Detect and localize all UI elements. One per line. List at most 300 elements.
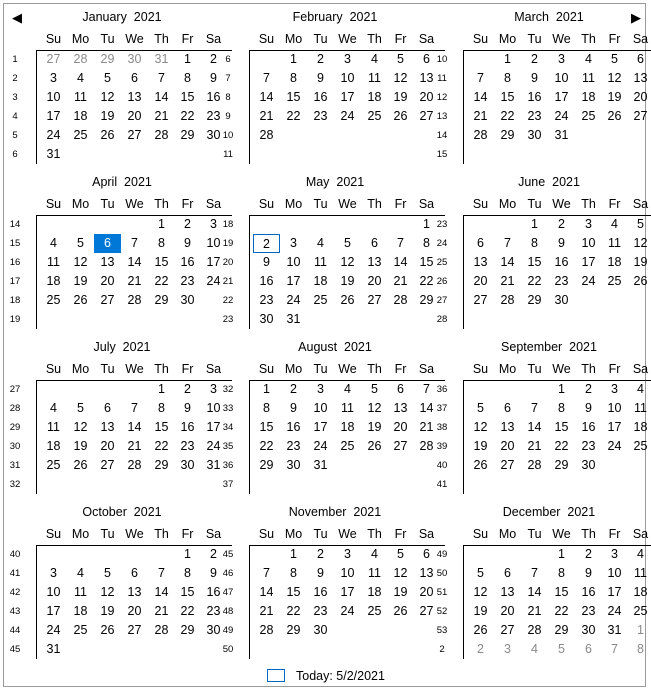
adjacent-month-day[interactable]: 30 (127, 52, 142, 66)
day-cell[interactable]: 3 (50, 566, 57, 580)
day-cell[interactable]: 19 (607, 90, 622, 104)
day-cell[interactable]: 27 (419, 604, 434, 618)
day-cell[interactable]: 9 (290, 401, 297, 415)
day-cell[interactable]: 27 (127, 623, 142, 637)
day-cell[interactable]: 21 (500, 274, 515, 288)
day-cell[interactable]: 21 (527, 439, 542, 453)
day-cell[interactable]: 29 (527, 293, 542, 307)
day-cell[interactable]: 15 (419, 255, 434, 269)
day-cell[interactable]: 13 (633, 71, 648, 85)
day-cell[interactable]: 31 (46, 642, 61, 656)
day-cell[interactable]: 16 (286, 420, 301, 434)
day-cell[interactable]: 14 (127, 255, 142, 269)
adjacent-month-day[interactable]: 2 (477, 642, 484, 656)
day-cell[interactable]: 13 (127, 90, 142, 104)
day-cell[interactable]: 25 (73, 623, 88, 637)
day-cell[interactable]: 25 (367, 604, 382, 618)
day-cell[interactable]: 2 (317, 52, 324, 66)
day-cell[interactable]: 19 (393, 585, 408, 599)
day-cell[interactable]: 18 (581, 90, 596, 104)
day-cell[interactable]: 23 (180, 274, 195, 288)
day-cell[interactable]: 24 (313, 439, 328, 453)
day-cell[interactable]: 5 (611, 52, 618, 66)
day-cell[interactable]: 10 (607, 401, 622, 415)
day-cell[interactable]: 17 (554, 90, 569, 104)
day-cell[interactable]: 23 (180, 439, 195, 453)
day-cell[interactable]: 19 (73, 439, 88, 453)
day-cell[interactable]: 7 (263, 566, 270, 580)
day-cell[interactable]: 13 (500, 420, 515, 434)
day-cell[interactable]: 21 (154, 604, 169, 618)
day-cell[interactable]: 24 (206, 439, 221, 453)
adjacent-month-day[interactable]: 31 (154, 52, 169, 66)
day-cell[interactable]: 31 (313, 458, 328, 472)
day-cell[interactable]: 27 (127, 128, 142, 142)
day-cell[interactable]: 1 (184, 547, 191, 561)
next-month-arrow-icon[interactable]: ▶ (631, 10, 641, 25)
day-cell[interactable]: 8 (504, 71, 511, 85)
day-cell[interactable]: 2 (558, 217, 565, 231)
month-title[interactable]: March 2021 (514, 10, 584, 24)
day-cell[interactable]: 10 (46, 90, 61, 104)
day-cell[interactable]: 22 (259, 439, 274, 453)
day-cell[interactable]: 14 (393, 255, 408, 269)
day-cell[interactable]: 22 (286, 109, 301, 123)
day-cell[interactable]: 23 (581, 439, 596, 453)
day-cell[interactable]: 22 (286, 604, 301, 618)
day-cell[interactable]: 26 (100, 128, 115, 142)
day-cell[interactable]: 19 (340, 274, 355, 288)
day-cell[interactable]: 1 (504, 52, 511, 66)
day-cell[interactable]: 26 (473, 458, 488, 472)
day-cell[interactable]: 12 (393, 566, 408, 580)
day-cell[interactable]: 19 (633, 255, 648, 269)
day-cell[interactable]: 11 (341, 401, 354, 415)
day-cell[interactable]: 15 (554, 420, 569, 434)
day-cell[interactable]: 30 (554, 293, 569, 307)
day-cell[interactable]: 22 (154, 439, 169, 453)
day-cell[interactable]: 2 (317, 547, 324, 561)
day-cell[interactable]: 25 (340, 439, 355, 453)
day-cell[interactable]: 27 (100, 293, 115, 307)
day-cell[interactable]: 3 (344, 52, 351, 66)
day-cell[interactable]: 10 (554, 71, 569, 85)
day-cell[interactable]: 11 (47, 420, 60, 434)
day-cell[interactable]: 16 (313, 90, 328, 104)
day-cell[interactable]: 7 (531, 566, 538, 580)
day-cell[interactable]: 8 (531, 236, 538, 250)
day-cell[interactable]: 16 (180, 255, 195, 269)
day-cell[interactable]: 17 (286, 274, 301, 288)
day-cell[interactable]: 20 (473, 274, 488, 288)
day-cell[interactable]: 17 (206, 255, 221, 269)
day-cell[interactable]: 6 (637, 52, 644, 66)
day-cell[interactable]: 3 (611, 547, 618, 561)
day-cell[interactable]: 30 (180, 458, 195, 472)
day-cell[interactable]: 31 (286, 312, 301, 326)
day-cell[interactable]: 18 (46, 274, 61, 288)
day-cell[interactable]: 20 (367, 274, 382, 288)
day-cell[interactable]: 17 (206, 420, 221, 434)
day-cell[interactable]: 1 (558, 382, 565, 396)
month-title[interactable]: August 2021 (298, 340, 372, 354)
day-cell[interactable]: 25 (313, 293, 328, 307)
day-cell[interactable]: 7 (158, 566, 165, 580)
day-cell[interactable]: 16 (527, 90, 542, 104)
day-cell[interactable]: 4 (611, 217, 618, 231)
day-cell[interactable]: 23 (259, 293, 274, 307)
day-cell[interactable]: 4 (50, 401, 57, 415)
day-cell[interactable]: 1 (184, 52, 191, 66)
day-cell[interactable]: 9 (184, 401, 191, 415)
day-cell[interactable]: 9 (585, 401, 592, 415)
day-cell[interactable]: 28 (393, 293, 408, 307)
day-cell[interactable]: 26 (100, 623, 115, 637)
day-cell[interactable]: 3 (210, 382, 217, 396)
day-cell[interactable]: 9 (317, 566, 324, 580)
day-cell[interactable]: 10 (313, 401, 328, 415)
day-cell[interactable]: 3 (585, 217, 592, 231)
day-cell[interactable]: 16 (259, 274, 274, 288)
day-cell[interactable]: 20 (419, 585, 434, 599)
day-cell[interactable]: 30 (259, 312, 274, 326)
day-cell[interactable]: 15 (286, 585, 301, 599)
day-cell[interactable]: 23 (313, 604, 328, 618)
day-cell[interactable]: 15 (500, 90, 515, 104)
day-cell[interactable]: 14 (154, 90, 169, 104)
day-cell[interactable]: 10 (206, 401, 221, 415)
today-label[interactable]: Today: 5/2/2021 (296, 669, 385, 683)
day-cell[interactable]: 29 (286, 623, 301, 637)
day-cell[interactable]: 4 (50, 236, 57, 250)
adjacent-month-day[interactable]: 29 (100, 52, 115, 66)
day-cell[interactable]: 6 (504, 401, 511, 415)
day-cell[interactable]: 21 (127, 439, 142, 453)
adjacent-month-day[interactable]: 7 (611, 642, 618, 656)
day-cell[interactable]: 30 (286, 458, 301, 472)
day-cell[interactable]: 19 (393, 90, 408, 104)
day-cell[interactable]: 28 (527, 623, 542, 637)
day-cell[interactable]: 13 (100, 255, 115, 269)
day-cell[interactable]: 9 (184, 236, 191, 250)
day-cell[interactable]: 10 (206, 236, 221, 250)
month-title[interactable]: May 2021 (305, 175, 365, 189)
day-cell[interactable]: 27 (473, 293, 488, 307)
day-cell[interactable]: 14 (259, 90, 274, 104)
day-cell[interactable]: 6 (131, 71, 138, 85)
day-cell[interactable]: 9 (558, 236, 565, 250)
month-title[interactable]: April 2021 (92, 175, 152, 189)
day-cell[interactable]: 10 (286, 255, 301, 269)
day-cell[interactable]: 26 (393, 604, 408, 618)
day-cell[interactable]: 29 (154, 293, 169, 307)
day-cell[interactable]: 24 (607, 439, 622, 453)
day-cell[interactable]: 6 (477, 236, 484, 250)
day-cell[interactable]: 11 (582, 71, 595, 85)
day-cell[interactable]: 1 (558, 547, 565, 561)
day-cell[interactable]: 3 (50, 71, 57, 85)
day-cell[interactable]: 4 (77, 71, 84, 85)
day-cell[interactable]: 8 (158, 401, 165, 415)
day-cell[interactable]: 26 (73, 458, 88, 472)
day-cell[interactable]: 24 (46, 128, 61, 142)
day-cell[interactable]: 2 (184, 217, 191, 231)
day-cell[interactable]: 28 (527, 458, 542, 472)
day-cell[interactable]: 21 (527, 604, 542, 618)
day-cell[interactable]: 8 (263, 401, 270, 415)
day-cell[interactable]: 20 (633, 90, 648, 104)
day-cell[interactable]: 4 (371, 52, 378, 66)
day-cell[interactable]: 18 (313, 274, 328, 288)
day-cell[interactable]: 16 (554, 255, 569, 269)
previous-month-arrow-icon[interactable]: ◀ (12, 10, 22, 25)
day-cell[interactable]: 26 (73, 293, 88, 307)
day-cell[interactable]: 24 (206, 274, 221, 288)
day-cell[interactable]: 28 (259, 128, 274, 142)
day-cell[interactable]: 18 (607, 255, 622, 269)
day-cell[interactable]: 5 (477, 566, 484, 580)
day-cell[interactable]: 21 (259, 109, 274, 123)
day-cell[interactable]: 5 (104, 566, 111, 580)
day-cell[interactable]: 9 (531, 71, 538, 85)
day-cell[interactable]: 11 (47, 255, 60, 269)
day-cell[interactable]: 29 (180, 128, 195, 142)
day-cell[interactable]: 12 (340, 255, 355, 269)
day-cell[interactable]: 19 (100, 109, 115, 123)
day-cell[interactable]: 14 (127, 420, 142, 434)
day-cell[interactable]: 30 (581, 623, 596, 637)
day-cell[interactable]: 15 (180, 585, 195, 599)
day-cell[interactable]: 27 (500, 458, 515, 472)
day-cell[interactable]: 6 (423, 547, 430, 561)
day-cell[interactable]: 15 (554, 585, 569, 599)
day-cell[interactable]: 24 (607, 604, 622, 618)
day-cell[interactable]: 12 (73, 420, 88, 434)
day-cell[interactable]: 29 (554, 623, 569, 637)
day-cell[interactable]: 1 (423, 217, 430, 231)
day-cell[interactable]: 4 (77, 566, 84, 580)
day-cell[interactable]: 23 (206, 604, 221, 618)
day-cell[interactable]: 2 (585, 382, 592, 396)
day-cell[interactable]: 29 (180, 623, 195, 637)
day-cell[interactable]: 11 (608, 236, 621, 250)
day-cell[interactable]: 22 (154, 274, 169, 288)
day-cell[interactable]: 31 (46, 147, 61, 161)
month-title[interactable]: December 2021 (502, 505, 596, 519)
day-cell[interactable]: 4 (585, 52, 592, 66)
day-cell[interactable]: 21 (259, 604, 274, 618)
day-cell[interactable]: 22 (554, 439, 569, 453)
day-cell[interactable]: 29 (154, 458, 169, 472)
day-cell[interactable]: 9 (210, 566, 217, 580)
day-cell[interactable]: 16 (581, 585, 596, 599)
day-cell[interactable]: 13 (127, 585, 142, 599)
day-cell[interactable]: 13 (473, 255, 488, 269)
day-cell[interactable]: 2 (531, 52, 538, 66)
month-title[interactable]: November 2021 (288, 505, 382, 519)
day-cell[interactable]: 11 (314, 255, 327, 269)
day-cell[interactable]: 27 (500, 623, 515, 637)
day-cell[interactable]: 12 (73, 255, 88, 269)
adjacent-month-day[interactable]: 8 (637, 642, 644, 656)
day-cell[interactable]: 17 (340, 585, 355, 599)
day-cell[interactable]: 8 (558, 401, 565, 415)
day-cell[interactable]: 9 (210, 71, 217, 85)
month-title[interactable]: June 2021 (518, 175, 580, 189)
day-cell[interactable]: 9 (317, 71, 324, 85)
day-cell[interactable]: 8 (184, 71, 191, 85)
day-cell[interactable]: 10 (340, 71, 355, 85)
day-cell[interactable]: 29 (259, 458, 274, 472)
day-cell[interactable]: 7 (131, 401, 138, 415)
day-cell[interactable]: 15 (180, 90, 195, 104)
day-cell[interactable]: 23 (554, 274, 569, 288)
day-cell[interactable]: 28 (127, 458, 142, 472)
day-cell[interactable]: 7 (423, 382, 430, 396)
day-cell[interactable]: 15 (527, 255, 542, 269)
day-cell[interactable]: 2 (210, 547, 217, 561)
day-cell[interactable]: 3 (210, 217, 217, 231)
day-cell[interactable]: 5 (637, 217, 644, 231)
day-cell[interactable]: 10 (340, 566, 355, 580)
day-cell[interactable]: 4 (371, 547, 378, 561)
day-cell[interactable]: 17 (46, 604, 61, 618)
day-cell[interactable]: 24 (46, 623, 61, 637)
day-cell[interactable]: 23 (286, 439, 301, 453)
day-cell[interactable]: 15 (259, 420, 274, 434)
day-cell[interactable]: 4 (344, 382, 351, 396)
day-cell[interactable]: 7 (477, 71, 484, 85)
day-cell[interactable]: 15 (154, 255, 169, 269)
day-cell[interactable]: 3 (611, 382, 618, 396)
day-cell[interactable]: 12 (633, 236, 648, 250)
day-cell[interactable]: 6 (131, 566, 138, 580)
day-cell[interactable]: 20 (100, 274, 115, 288)
day-cell[interactable]: 21 (393, 274, 408, 288)
adjacent-month-day[interactable]: 28 (73, 52, 88, 66)
day-cell[interactable]: 8 (158, 236, 165, 250)
day-cell[interactable]: 7 (397, 236, 404, 250)
day-cell[interactable]: 29 (554, 458, 569, 472)
adjacent-month-day[interactable]: 3 (504, 642, 511, 656)
day-cell[interactable]: 8 (290, 566, 297, 580)
adjacent-month-day[interactable]: 27 (46, 52, 61, 66)
day-cell[interactable]: 26 (367, 439, 382, 453)
day-cell[interactable]: 11 (634, 401, 647, 415)
selected-day[interactable]: 6 (94, 234, 121, 253)
day-cell[interactable]: 3 (317, 382, 324, 396)
day-cell[interactable]: 26 (340, 293, 355, 307)
day-cell[interactable]: 30 (180, 293, 195, 307)
day-cell[interactable]: 25 (633, 439, 648, 453)
day-cell[interactable]: 14 (259, 585, 274, 599)
day-cell[interactable]: 16 (206, 90, 221, 104)
day-cell[interactable]: 15 (286, 90, 301, 104)
day-cell[interactable]: 5 (77, 401, 84, 415)
day-cell[interactable]: 2 (290, 382, 297, 396)
day-cell[interactable]: 24 (286, 293, 301, 307)
day-cell[interactable]: 28 (500, 293, 515, 307)
day-cell[interactable]: 2 (585, 547, 592, 561)
day-cell[interactable]: 6 (104, 401, 111, 415)
day-cell[interactable]: 14 (154, 585, 169, 599)
day-cell[interactable]: 1 (531, 217, 538, 231)
day-cell[interactable]: 8 (184, 566, 191, 580)
day-cell[interactable]: 6 (371, 236, 378, 250)
day-cell[interactable]: 8 (290, 71, 297, 85)
day-cell[interactable]: 31 (607, 623, 622, 637)
day-cell[interactable]: 6 (504, 566, 511, 580)
day-cell[interactable]: 5 (397, 52, 404, 66)
day-cell[interactable]: 24 (554, 109, 569, 123)
adjacent-month-day[interactable]: 4 (531, 642, 538, 656)
day-cell[interactable]: 20 (419, 90, 434, 104)
day-cell[interactable]: 12 (367, 401, 382, 415)
day-cell[interactable]: 12 (100, 90, 115, 104)
day-cell[interactable]: 30 (206, 128, 221, 142)
day-cell[interactable]: 26 (473, 623, 488, 637)
day-cell[interactable]: 3 (558, 52, 565, 66)
day-cell[interactable]: 10 (46, 585, 61, 599)
adjacent-month-day[interactable]: 5 (558, 642, 565, 656)
day-cell[interactable]: 16 (313, 585, 328, 599)
day-cell[interactable]: 25 (73, 128, 88, 142)
day-cell[interactable]: 5 (77, 236, 84, 250)
day-cell[interactable]: 7 (504, 236, 511, 250)
day-cell[interactable]: 9 (585, 566, 592, 580)
day-cell[interactable]: 23 (527, 109, 542, 123)
day-cell[interactable]: 12 (473, 585, 488, 599)
day-cell[interactable]: 19 (473, 604, 488, 618)
day-cell[interactable]: 5 (477, 401, 484, 415)
day-cell[interactable]: 13 (419, 566, 434, 580)
day-cell[interactable]: 10 (581, 236, 596, 250)
day-cell[interactable]: 13 (393, 401, 408, 415)
day-cell[interactable]: 18 (73, 109, 88, 123)
day-cell[interactable]: 23 (206, 109, 221, 123)
day-cell[interactable]: 29 (419, 293, 434, 307)
day-cell[interactable]: 19 (367, 420, 382, 434)
day-cell[interactable]: 18 (340, 420, 355, 434)
day-cell[interactable]: 12 (393, 71, 408, 85)
day-cell[interactable]: 3 (344, 547, 351, 561)
month-title[interactable]: July 2021 (93, 340, 151, 354)
day-cell[interactable]: 11 (634, 566, 647, 580)
day-cell[interactable]: 23 (581, 604, 596, 618)
day-cell[interactable]: 25 (633, 604, 648, 618)
day-cell[interactable]: 15 (154, 420, 169, 434)
adjacent-month-day[interactable]: 1 (637, 623, 644, 637)
day-cell[interactable]: 17 (607, 585, 622, 599)
month-title[interactable]: October 2021 (82, 505, 162, 519)
month-title[interactable]: January 2021 (82, 10, 162, 24)
day-cell[interactable]: 7 (531, 401, 538, 415)
day-cell[interactable]: 13 (419, 71, 434, 85)
day-cell[interactable]: 27 (367, 293, 382, 307)
day-cell[interactable]: 7 (158, 71, 165, 85)
adjacent-month-day[interactable]: 6 (585, 642, 592, 656)
day-cell[interactable]: 2 (184, 382, 191, 396)
day-cell[interactable]: 21 (419, 420, 434, 434)
day-cell[interactable]: 27 (633, 109, 648, 123)
day-cell[interactable]: 18 (46, 439, 61, 453)
day-cell[interactable]: 5 (397, 547, 404, 561)
day-cell[interactable]: 18 (73, 604, 88, 618)
day-cell[interactable]: 26 (607, 109, 622, 123)
day-cell[interactable]: 11 (74, 90, 87, 104)
day-cell[interactable]: 1 (158, 382, 165, 396)
day-cell[interactable]: 20 (500, 604, 515, 618)
